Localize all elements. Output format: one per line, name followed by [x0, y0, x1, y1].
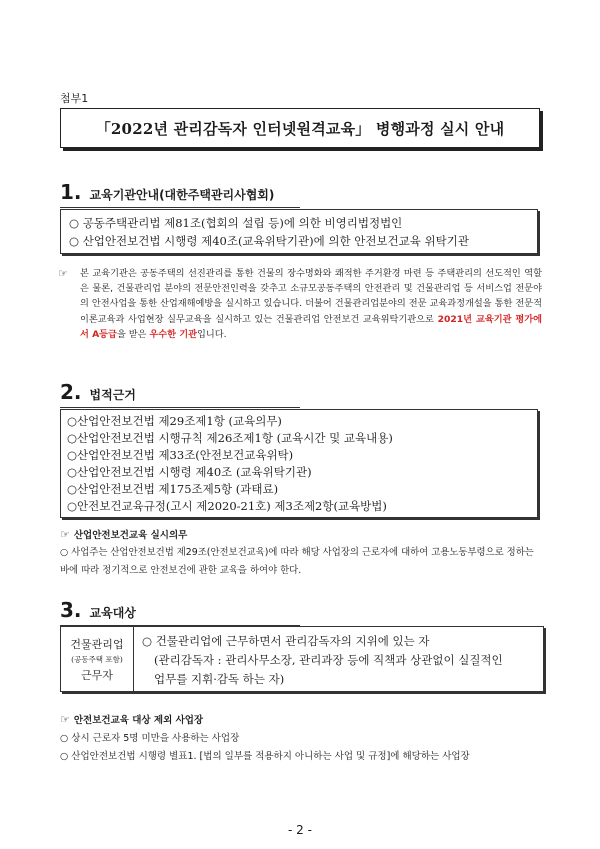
- section-2-heading: [60, 380, 300, 408]
- legal-basis-item: ○안전보건교육규정(고시 제2020-21호) 제3조제2항(교육방법): [67, 499, 387, 513]
- target-description-line: ○ 건물관리업에 근무하면서 관리감독자의 지위에 있는 자: [142, 634, 430, 648]
- section-2-title: 법적근거: [89, 388, 136, 402]
- institution-item: ○ 산업안전보건법 시행령 제40조(교육위탁기관)에 의한 안전보건교육 위탁기관: [69, 234, 469, 248]
- pointing-hand-icon: ☞: [60, 528, 70, 541]
- duty-text: ○ 사업주는 산업안전보건법 제29조(안전보건교육)에 따라 해당 사업장의 근로자에 대하여 고용노동부령으로 정하는 바에 따라 정기적으로 안전보건에 관한 교육을 하여야 한다.: [60, 547, 534, 576]
- pointing-hand-icon: ☞: [58, 267, 68, 280]
- legal-basis-item: ○산업안전보건법 시행령 제40조 (교육위탁기관): [67, 465, 312, 479]
- institution-item: ○ 공동주택관리법 제81조(협회의 설립 등)에 의한 비영리법정법인: [69, 216, 403, 230]
- legal-basis-box: [60, 409, 538, 518]
- legal-basis-item: ○산업안전보건법 시행규칙 제26조제1항 (교육시간 및 교육내용): [67, 431, 393, 445]
- target-category-line: 건물관리업: [70, 637, 124, 651]
- page-number: - 2 -: [288, 823, 312, 837]
- legal-basis-item: ○산업안전보건법 제29조제1항 (교육의무): [67, 414, 282, 428]
- duty-heading: ☞ 산업안전보건교육 실시의무: [60, 528, 188, 541]
- exclusion-item: ○ 산업안전보건법 시행령 별표1. [법의 일부를 적용하지 아니하는 사업 및 규정]에 해당하는 사업장: [60, 751, 470, 762]
- title-box: [60, 108, 540, 148]
- target-description-line: (관리감독자 : 관리사무소장, 관리과장 등에 직책과 상관없이 실질적인: [154, 653, 503, 667]
- target-description-cell: [134, 627, 511, 691]
- target-category-line: 근무자: [81, 668, 113, 682]
- pointing-hand-icon: ☞: [60, 713, 70, 726]
- legal-basis-item: ○산업안전보건법 제33조(안전보건교육위탁): [67, 448, 294, 462]
- section-2-number: 2.: [60, 380, 82, 404]
- document-title: 「2022년 관리감독자 인터넷원격교육」 병행과정 실시 안내: [95, 119, 505, 138]
- exclusion-heading: ☞ 안전보건교육 대상 제외 사업장: [60, 713, 204, 726]
- section-3-number: 3.: [60, 598, 82, 622]
- target-description-line: 업무를 지휘·감독 하는 자): [154, 672, 285, 686]
- excellence-highlight: 우수한 기관: [149, 328, 197, 340]
- institution-note: [58, 266, 542, 342]
- target-category-cell: [61, 627, 134, 691]
- institution-note-text: 본 교육기관은 공동주택의 선진관리를 통한 건물의 장수명화와 쾌적한 주거환경 마련 등 주택관리의 선도적인 역할은 물론, 건물관리업 분야의 전문안전인력을 갖추고 소규모공동주택의 안전관리 및 건물관리업 등 서비스업 전문야의 안전사업을 통한 산업재해예방을 실시하고 있습니다. 더불어 건물관리업분야의 전문 교육과정개설을 통한 전문적 이론교육과 사업현장 실무교육을 실시하고 있는 건물관리업 안전보건 교육위탁기관으로 2021년 교육기관 평가에서 A등급을 받은 우수한 기관입니다.: [80, 268, 543, 340]
- target-table: [60, 626, 544, 692]
- target-category-note: (공동주택 포함): [71, 654, 123, 664]
- exclusion-item: ○ 상시 근로자 5명 미만을 사용하는 사업장: [60, 733, 240, 744]
- section-1-number: 1.: [60, 180, 82, 204]
- section-3-title: 교육대상: [89, 606, 136, 620]
- section-1-heading: [60, 180, 300, 208]
- section-1-title: 교육기관안내(대한주택관리사협회): [89, 188, 275, 202]
- legal-basis-item: ○산업안전보건법 제175조제5항 (과태료): [67, 482, 279, 496]
- institution-box: [60, 209, 538, 254]
- attachment-label: 첨부1: [60, 92, 89, 105]
- section-3-heading: [60, 598, 300, 626]
- grade-highlight: 2021년 교육기관 평가에서 A등급: [80, 313, 543, 340]
